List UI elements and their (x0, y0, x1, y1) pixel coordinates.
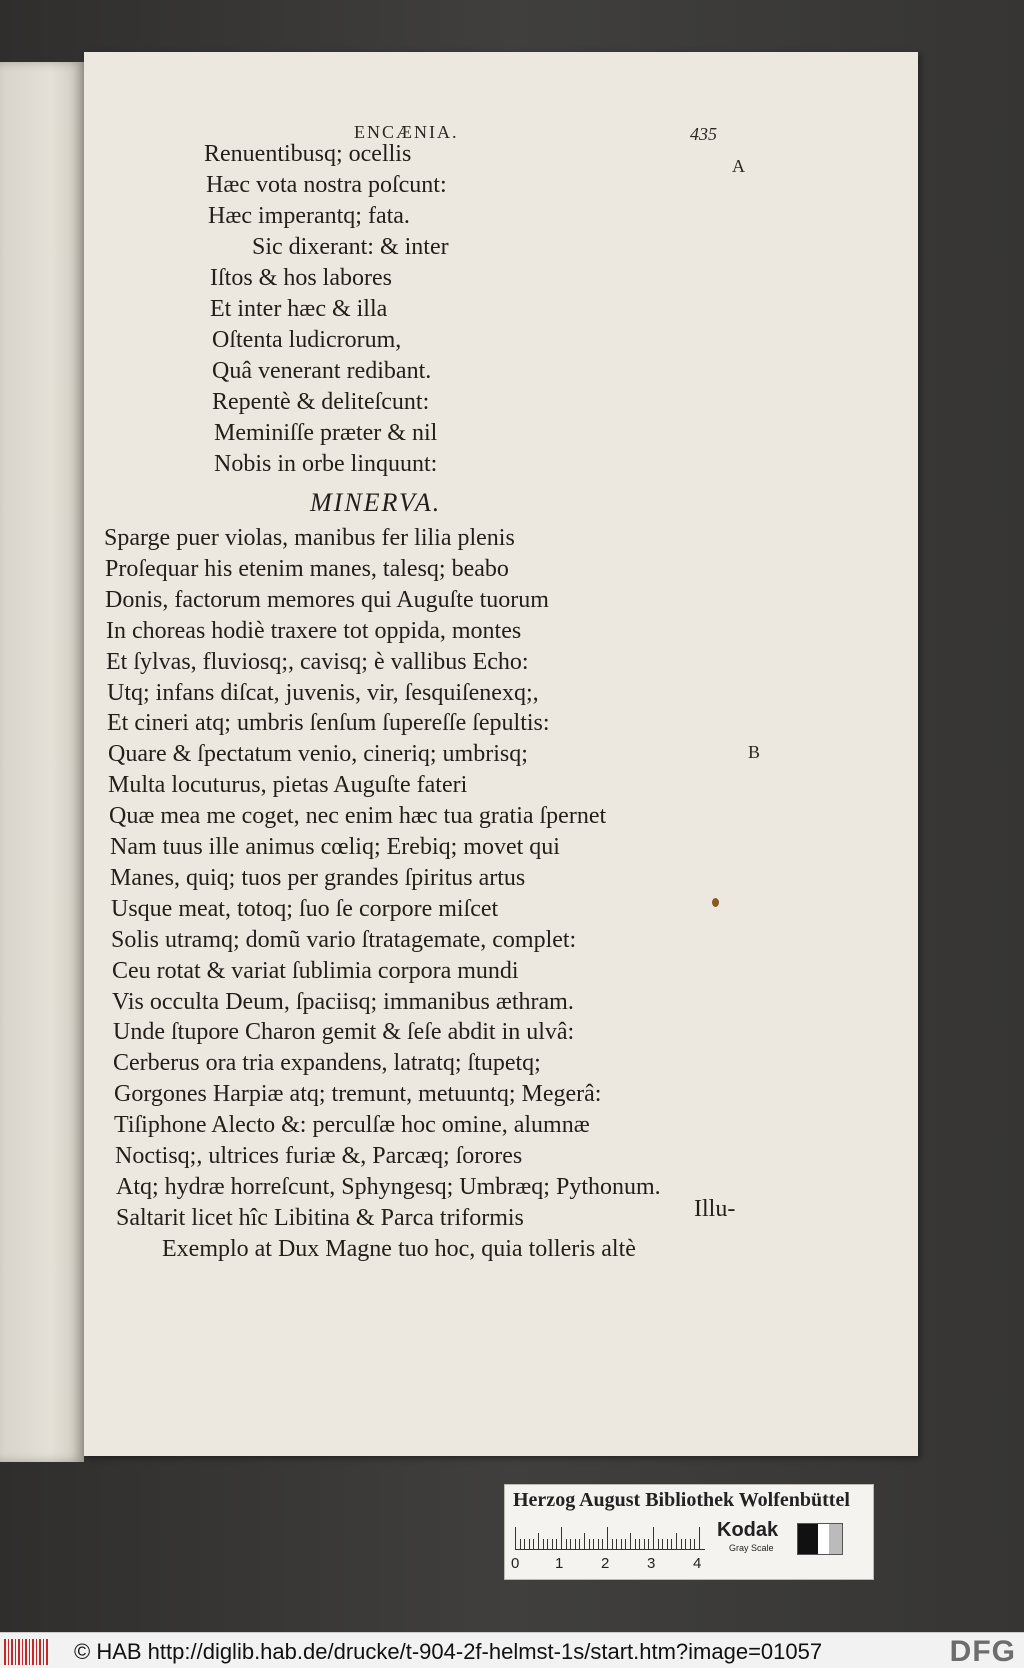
gray-swatch (797, 1523, 843, 1555)
verse-line: Utq; infans diſcat, juvenis, vir, ſesquiſenexq;, (107, 679, 539, 706)
ruler-tick (630, 1533, 631, 1549)
verse-line: Proſequar his etenim manes, talesq; beabo (105, 555, 509, 582)
ruler-tick (538, 1533, 539, 1549)
verse-line: Hæc imperantq; fata. (208, 203, 410, 229)
ruler-tick (671, 1539, 672, 1549)
verse-line: Oſtenta ludicrorum, (212, 327, 402, 353)
ruler-tick (598, 1539, 599, 1549)
ruler-tick (533, 1539, 534, 1549)
ruler-tick (612, 1539, 613, 1549)
ruler-tick (547, 1539, 548, 1549)
verse-line: Atq; hydræ horreſcunt, Sphyngesq; Umbræq; Pythonum. (116, 1173, 661, 1200)
verse-line: Unde ſtupore Charon gemit & ſeſe abdit in ulvâ: (113, 1019, 575, 1046)
verse-line: Repentè & deliteſcunt: (212, 389, 430, 415)
verse-line: Saltarit licet hîc Libitina & Parca triformis (116, 1204, 524, 1231)
ruler-tick (575, 1539, 576, 1549)
ruler-tick (648, 1539, 649, 1549)
verse-line: Donis, factorum memores qui Auguſte tuorum (105, 586, 549, 613)
ruler-tick (690, 1539, 691, 1549)
ruler-number-2: 2 (601, 1555, 610, 1572)
ruler-number-0: 0 (511, 1555, 520, 1572)
ruler-tick (529, 1539, 530, 1549)
verse-line: In choreas hodiè traxere tot oppida, montes (106, 617, 522, 644)
ruler-tick (685, 1539, 686, 1549)
ruler-tick (584, 1533, 585, 1549)
ruler-tick (552, 1539, 553, 1549)
verse-line: Ceu rotat & variat ſublimia corpora mundi (112, 957, 519, 984)
library-name: Herzog August Bibliothek Wolfenbüttel (513, 1489, 850, 1511)
verse-line: Multa locuturus, pietas Auguſte fateri (108, 772, 468, 799)
ruler-tick (570, 1539, 571, 1549)
verse-line: Sparge puer violas, manibus fer lilia plenis (104, 525, 515, 551)
ruler-tick (593, 1539, 594, 1549)
verse-line: Manes, quiq; tuos per grandes ſpiritus artus (110, 864, 526, 891)
verse-line: Quâ venerant redibant. (212, 358, 432, 384)
ruler-tick (644, 1539, 645, 1549)
ruler-tick (681, 1539, 682, 1549)
facing-page-edge (0, 62, 84, 1462)
ruler-tick (589, 1539, 590, 1549)
ruler-tick (524, 1539, 525, 1549)
verse-line: Usque meat, totoq; ſuo ſe corpore miſcet (111, 895, 499, 922)
ruler-tick (699, 1527, 700, 1549)
verse-line: Tiſiphone Alecto &: perculſæ hoc omine, alumnæ (114, 1112, 590, 1139)
verse-line: Renuentibusq; ocellis (204, 141, 412, 167)
ruler-tick (658, 1539, 659, 1549)
ruler-tick (676, 1533, 677, 1549)
ruler-tick (561, 1527, 562, 1549)
ruler-tick (694, 1539, 695, 1549)
ruler-tick (556, 1539, 557, 1549)
section-heading: MINERVA. (310, 488, 442, 517)
ruler-number-1: 1 (555, 1555, 564, 1572)
verse-line: Meminiſſe præter & nil (214, 420, 438, 446)
verse-line: Et inter hæc & illa (210, 296, 388, 322)
ruler-tick (653, 1527, 654, 1549)
source-credit-link[interactable]: © HAB http://diglib.hab.de/drucke/t-904-2f-helmst-1s/start.htm?image=01057 (74, 1639, 823, 1664)
verse-line: Hæc vota nostra poſcunt: (206, 172, 447, 198)
verse-line: Nam tuus ille animus cœliq; Erebiq; movet qui (110, 834, 560, 860)
ruler-tick (639, 1539, 640, 1549)
verse-line: Iſtos & hos labores (210, 265, 392, 291)
dfg-logo: DFG (949, 1635, 1016, 1668)
footer-bar (0, 1632, 1024, 1668)
margin-mark-b: B (748, 742, 761, 762)
hab-logo-icon (4, 1639, 48, 1665)
ruler-number-4: 4 (693, 1555, 702, 1572)
ruler-tick (543, 1539, 544, 1549)
book-page (84, 52, 918, 1456)
verse-line: Vis occulta Deum, ſpaciisq; immanibus æthram. (112, 988, 574, 1015)
page-number: 435 (690, 124, 717, 144)
ruler-tick (607, 1527, 608, 1549)
catchword: Illu- (694, 1196, 736, 1222)
paper-speck (712, 898, 719, 907)
color-calibration-bar (504, 1484, 874, 1580)
verse-line: Cerberus ora tria expandens, latratq; ſtupetq; (113, 1050, 541, 1077)
verse-line: Noctisq;, ultrices furiæ &, Parcæq; ſorores (115, 1143, 523, 1169)
gray-scale-label: Gray Scale (729, 1543, 774, 1553)
ruler-tick (621, 1539, 622, 1549)
ruler-tick (602, 1539, 603, 1549)
verse-line: Et ſylvas, fluviosq;, cavisq; è vallibus Echo: (106, 648, 529, 675)
verse-line: Gorgones Harpiæ atq; tremunt, metuuntq; Megerâ: (114, 1081, 602, 1108)
ruler-tick (616, 1539, 617, 1549)
ruler-tick (625, 1539, 626, 1549)
scale-ruler (515, 1525, 705, 1550)
ruler-tick (515, 1527, 516, 1549)
verse-line: Et cineri atq; umbris ſenſum ſupereſſe ſepultis: (107, 710, 550, 737)
ruler-tick (579, 1539, 580, 1549)
kodak-logo: Kodak (717, 1519, 779, 1541)
verse-line: Quare & ſpectatum venio, cineriq; umbrisq; (108, 741, 528, 768)
verse-line: Quæ mea me coget, nec enim hæc tua gratia ſpernet (109, 803, 607, 830)
ruler-tick (662, 1539, 663, 1549)
verse-line: Sic dixerant: & inter (252, 234, 449, 260)
ruler-number-3: 3 (647, 1555, 656, 1572)
ruler-tick (635, 1539, 636, 1549)
verse-line: Solis utramq; domũ vario ſtratagemate, complet: (111, 926, 577, 953)
ruler-tick (667, 1539, 668, 1549)
ruler-tick (520, 1539, 521, 1549)
margin-mark-a: A (732, 156, 745, 176)
ruler-tick (566, 1539, 567, 1549)
verse-line: Nobis in orbe linquunt: (214, 451, 438, 477)
verse-line: Exemplo at Dux Magne tuo hoc, quia tolleris altè (162, 1235, 636, 1262)
running-head: ENCÆNIA. (354, 122, 459, 142)
